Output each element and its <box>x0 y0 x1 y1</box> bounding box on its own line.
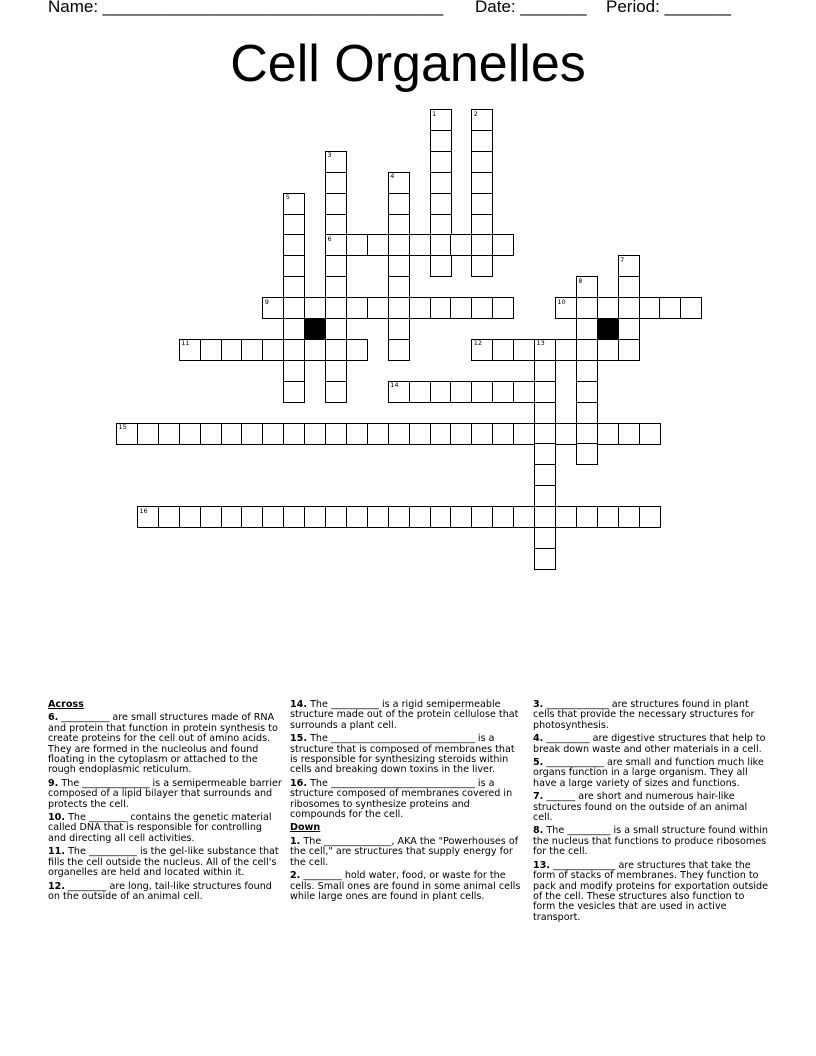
name-field[interactable]: Name: ____________________________________ <box>48 0 444 16</box>
clue-down-1: 1. The ______________, AKA the "Powerhouses of the cell," are structures that supply energy for the cell. <box>290 835 519 868</box>
grid-cell[interactable] <box>283 276 305 298</box>
grid-cell[interactable] <box>576 339 598 361</box>
grid-cell[interactable] <box>492 506 514 528</box>
grid-cell[interactable] <box>388 423 410 445</box>
grid-cell[interactable] <box>221 339 243 361</box>
clue-number: 12 <box>473 339 483 348</box>
grid-cell[interactable] <box>283 214 305 236</box>
grid-cell[interactable] <box>471 423 493 445</box>
clue-column-3 <box>533 700 768 926</box>
grid-cell[interactable] <box>304 423 326 445</box>
grid-cell[interactable] <box>346 234 368 256</box>
grid-cell[interactable] <box>576 318 598 340</box>
grid-cell[interactable] <box>471 214 493 236</box>
grid-cell[interactable] <box>430 130 452 152</box>
grid-cell[interactable] <box>200 423 222 445</box>
grid-cell[interactable] <box>388 193 410 215</box>
clue-down-3: 3. _____________ are structures found in plant cells that provide the necessary structures for photosynthesis. <box>533 699 755 731</box>
grid-cell[interactable] <box>576 297 598 319</box>
clue-across-12: 12. ________ are long, tail-like structures found on the outside of an animal cell. <box>48 880 272 902</box>
grid-cell[interactable] <box>409 297 431 319</box>
grid-cell[interactable] <box>618 276 640 298</box>
grid-cell[interactable] <box>471 234 493 256</box>
grid-cell[interactable] <box>158 506 180 528</box>
grid-cell[interactable] <box>262 423 284 445</box>
grid-cell[interactable] <box>325 423 347 445</box>
grid-cell[interactable] <box>597 506 619 528</box>
grid-cell[interactable] <box>471 193 493 215</box>
grid-cell[interactable] <box>555 423 577 445</box>
clue-across-14: 14. The __________ is a rigid semipermeable structure made out of the protein cellulose that surrounds a plant cell. <box>290 699 519 731</box>
grid-cell[interactable] <box>388 297 410 319</box>
grid-cell[interactable] <box>430 214 452 236</box>
grid-cell[interactable] <box>200 506 222 528</box>
clue-down-8: 8. The _________ is a small structure found within the nucleus that functions to produce ribosomes for the cell. <box>533 825 768 858</box>
grid-cell[interactable] <box>388 506 410 528</box>
grid-cell[interactable] <box>430 172 452 194</box>
grid-cell[interactable] <box>492 381 514 403</box>
grid-block <box>304 318 326 340</box>
grid-cell[interactable] <box>158 423 180 445</box>
grid-cell[interactable] <box>534 485 556 507</box>
grid-cell[interactable] <box>430 297 452 319</box>
clue-column-2 <box>290 700 525 905</box>
clue-number: 8 <box>578 276 583 285</box>
grid-cell[interactable] <box>534 548 556 570</box>
grid-cell[interactable] <box>534 443 556 465</box>
grid-cell[interactable] <box>534 464 556 486</box>
clue-number: 5 <box>285 193 290 202</box>
grid-cell[interactable] <box>618 423 640 445</box>
grid-cell[interactable] <box>555 506 577 528</box>
grid-cell[interactable] <box>241 506 263 528</box>
grid-cell[interactable] <box>430 255 452 277</box>
grid-cell[interactable] <box>450 234 472 256</box>
grid-cell[interactable] <box>325 360 347 382</box>
grid-cell[interactable] <box>325 214 347 236</box>
grid-cell[interactable] <box>409 423 431 445</box>
grid-cell[interactable] <box>409 506 431 528</box>
grid-cell[interactable] <box>325 193 347 215</box>
grid-cell[interactable] <box>555 339 577 361</box>
grid-cell[interactable] <box>367 234 389 256</box>
grid-cell[interactable] <box>680 297 702 319</box>
grid-cell[interactable] <box>471 506 493 528</box>
page-title: Cell Organelles <box>230 35 586 93</box>
grid-cell[interactable] <box>409 381 431 403</box>
grid-cell[interactable] <box>471 297 493 319</box>
grid-cell[interactable] <box>618 318 640 340</box>
clue-number: 9 <box>264 297 269 306</box>
grid-cell[interactable] <box>430 506 452 528</box>
grid-cell[interactable] <box>534 527 556 549</box>
grid-cell[interactable] <box>513 423 535 445</box>
clue-across-11: 11. The __________ is the gel-like substance that fills the cell outside the nucleus. All of the cell's organelles are held and located within it. <box>48 846 279 879</box>
clue-down-7: 7. ______ are short and numerous hair-like structures found on the outside of an animal cell. <box>533 791 748 824</box>
clue-across-16: 16. The ______________________________ is a structure composed of membranes covered in ribosomes to synthesize proteins and compounds for the cell. <box>290 777 513 821</box>
clue-down-5: 5. ____________ are small and function much like organs function in a large organism. They all have a large variety of sizes and functions. <box>533 757 764 789</box>
clue-number: 4 <box>390 172 395 181</box>
grid-cell[interactable] <box>346 339 368 361</box>
clue-across-10: 10. The ________ contains the genetic material called DNA that is responsible for controlling and directing all cell activities. <box>48 812 272 844</box>
grid-cell[interactable] <box>534 381 556 403</box>
clue-number: 1 <box>432 109 437 118</box>
grid-cell[interactable] <box>534 360 556 382</box>
clue-column-1 <box>48 700 283 905</box>
grid-cell[interactable] <box>576 506 598 528</box>
clue-number: 2 <box>473 109 478 118</box>
clue-number: 7 <box>620 255 625 264</box>
grid-cell[interactable] <box>262 339 284 361</box>
grid-cell[interactable] <box>597 423 619 445</box>
clue-down-13: 13. _____________ are structures that take the form of stacks of membranes. They function to pack and modify proteins for exportation outside of the cell. These structures also function to form the vesicles that are used in active transport. <box>533 859 768 923</box>
grid-cell[interactable] <box>346 506 368 528</box>
grid-cell[interactable] <box>492 297 514 319</box>
clue-across-15: 15. The ______________________________ is a structure that is composed of membranes that is responsible for synthesizing steroids within cells and breaking down toxins in the liver. <box>290 733 515 776</box>
grid-cell[interactable] <box>576 402 598 424</box>
grid-cell[interactable] <box>450 381 472 403</box>
grid-cell[interactable] <box>471 130 493 152</box>
grid-cell[interactable] <box>325 339 347 361</box>
grid-cell[interactable] <box>200 339 222 361</box>
grid-cell[interactable] <box>639 506 661 528</box>
grid-cell[interactable] <box>367 297 389 319</box>
grid-cell[interactable] <box>513 339 535 361</box>
grid-cell[interactable] <box>618 339 640 361</box>
grid-cell[interactable] <box>492 234 514 256</box>
grid-block <box>597 318 619 340</box>
clue-number: 10 <box>557 297 566 306</box>
grid-cell[interactable] <box>597 297 619 319</box>
grid-cell[interactable] <box>283 234 305 256</box>
grid-cell[interactable] <box>241 339 263 361</box>
grid-cell[interactable] <box>388 234 410 256</box>
grid-cell[interactable] <box>597 339 619 361</box>
grid-cell[interactable] <box>325 276 347 298</box>
grid-cell[interactable] <box>304 506 326 528</box>
grid-cell[interactable] <box>388 276 410 298</box>
clue-number: 14 <box>390 381 399 390</box>
grid-cell[interactable] <box>325 506 347 528</box>
grid-cell[interactable] <box>388 318 410 340</box>
grid-cell[interactable] <box>283 255 305 277</box>
grid-cell[interactable] <box>304 297 326 319</box>
down-heading: Down <box>290 822 321 834</box>
across-heading: Across <box>48 699 84 710</box>
grid-cell[interactable] <box>513 381 535 403</box>
grid-cell[interactable] <box>137 423 159 445</box>
grid-cell[interactable] <box>409 234 431 256</box>
grid-cell[interactable] <box>325 381 347 403</box>
grid-cell[interactable] <box>430 423 452 445</box>
grid-cell[interactable] <box>325 318 347 340</box>
grid-cell[interactable] <box>262 506 284 528</box>
clue-across-9: 9. The ______________ is a semipermeable barrier composed of a lipid bilayer that surrounds and protects the cell. <box>48 777 282 810</box>
clue-number: 6 <box>327 234 332 243</box>
grid-cell[interactable] <box>283 506 305 528</box>
grid-cell[interactable] <box>534 423 556 445</box>
grid-cell[interactable] <box>576 423 598 445</box>
grid-cell[interactable] <box>283 360 305 382</box>
clue-down-4: 4. _________ are digestive structures that help to break down waste and other materials in a cell. <box>533 733 766 755</box>
grid-cell[interactable] <box>576 381 598 403</box>
clue-down-2: 2. ________ hold water, food, or waste for the cells. Small ones are found in some animal cells while large ones are found in plant cells. <box>290 870 521 902</box>
grid-cell[interactable] <box>450 297 472 319</box>
grid-cell[interactable] <box>283 423 305 445</box>
grid-cell[interactable] <box>471 255 493 277</box>
grid-cell[interactable] <box>367 423 389 445</box>
grid-cell[interactable] <box>367 506 389 528</box>
grid-cell[interactable] <box>430 234 452 256</box>
clue-number: 16 <box>139 506 148 515</box>
clue-list <box>0 700 816 960</box>
clue-number: 11 <box>181 339 190 348</box>
grid-cell[interactable] <box>283 297 305 319</box>
grid-cell[interactable] <box>179 423 201 445</box>
grid-cell[interactable] <box>241 423 263 445</box>
grid-cell[interactable] <box>430 193 452 215</box>
grid-cell[interactable] <box>179 506 201 528</box>
grid-cell[interactable] <box>346 423 368 445</box>
grid-cell[interactable] <box>221 506 243 528</box>
grid-cell[interactable] <box>450 506 472 528</box>
grid-cell[interactable] <box>388 339 410 361</box>
clue-across-6: 6. __________ are small structures made of RNA and protein that function in protein synthesis to create proteins for the cell out of amino acids. They are formed in the nucleolus and found floating in the cytoplasm or attached to the rough endoplasmic reticulum. <box>48 712 278 776</box>
grid-cell[interactable] <box>639 423 661 445</box>
grid-cell[interactable] <box>221 423 243 445</box>
grid-cell[interactable] <box>471 172 493 194</box>
grid-cell[interactable] <box>430 381 452 403</box>
date-field[interactable]: Date: _______ <box>475 0 587 16</box>
grid-cell[interactable] <box>659 297 681 319</box>
grid-cell[interactable] <box>534 506 556 528</box>
grid-cell[interactable] <box>492 423 514 445</box>
grid-cell[interactable] <box>283 339 305 361</box>
grid-cell[interactable] <box>304 339 326 361</box>
grid-cell[interactable] <box>576 360 598 382</box>
grid-cell[interactable] <box>576 443 598 465</box>
grid-cell[interactable] <box>325 297 347 319</box>
grid-cell[interactable] <box>513 506 535 528</box>
grid-cell[interactable] <box>534 402 556 424</box>
grid-cell[interactable] <box>283 318 305 340</box>
grid-cell[interactable] <box>388 214 410 236</box>
grid-cell[interactable] <box>618 506 640 528</box>
grid-cell[interactable] <box>388 255 410 277</box>
grid-cell[interactable] <box>283 381 305 403</box>
grid-cell[interactable] <box>325 172 347 194</box>
period-field[interactable]: Period: _______ <box>606 0 731 16</box>
grid-cell[interactable] <box>639 297 661 319</box>
grid-cell[interactable] <box>450 423 472 445</box>
grid-cell[interactable] <box>430 151 452 173</box>
clue-number: 13 <box>536 339 545 348</box>
clue-number: 3 <box>327 151 332 160</box>
clue-number: 15 <box>118 423 127 431</box>
grid-cell[interactable] <box>346 297 368 319</box>
grid-cell[interactable] <box>471 381 493 403</box>
grid-cell[interactable] <box>471 151 493 173</box>
grid-cell[interactable] <box>618 297 640 319</box>
grid-cell[interactable] <box>492 339 514 361</box>
grid-cell[interactable] <box>325 255 347 277</box>
